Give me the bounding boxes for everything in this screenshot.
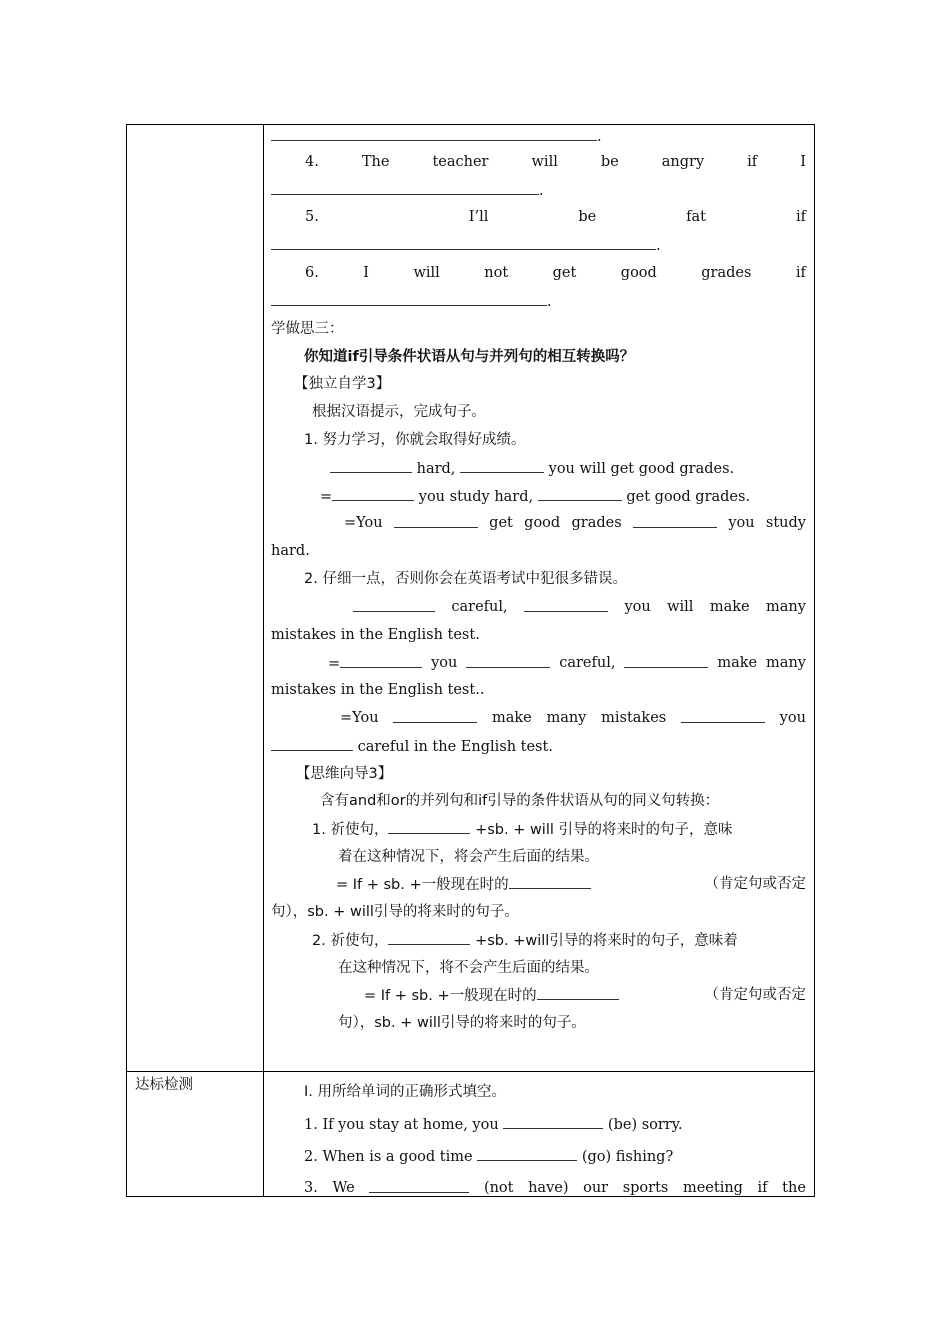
answer-line-3[interactable]: .	[271, 126, 806, 147]
column-divider	[263, 125, 264, 1196]
guide-1-d: 句），sb. + will引导的将来时的句子。	[271, 904, 519, 920]
answer-line-4[interactable]: .	[271, 180, 806, 201]
guide-2-a[interactable]: 2. 祈使句， +sb. +will引导的将来时的句子，意味着	[312, 930, 806, 951]
q1-line-c-end: hard.	[271, 543, 310, 559]
q2-line-b-end: mistakes in the English test..	[271, 682, 485, 698]
self-study-title: 【独立自学3】	[294, 376, 391, 392]
row-divider	[127, 1071, 814, 1072]
assessment-q1[interactable]: 1. If you stay at home, you (be) sorry.	[304, 1114, 839, 1135]
sentence-5: 5. I’ll be fat if	[305, 209, 806, 225]
sentence-4: 4. The teacher will be angry if I	[305, 154, 806, 170]
guide-2-b: 在这种情况下，将不会产生后面的结果。	[338, 960, 599, 976]
q2-chinese: 2. 仔细一点，否则你会在英语考试中犯很多错误。	[304, 571, 627, 587]
guide-2-c[interactable]: = If + sb. +一般现在时的 （肯定句或否定	[364, 987, 806, 1004]
section-question: 你知道if引导条件状语从句与并列句的相互转换吗？	[304, 349, 635, 365]
q2-line-b[interactable]: = you careful, make many	[328, 655, 806, 672]
assessment-q3[interactable]: 3. We (not have) our sports meeting if the	[304, 1180, 806, 1196]
q1-line-b[interactable]: = you study hard, get good grades.	[320, 486, 855, 507]
guide-1-a[interactable]: 1. 祈使句， +sb. + will 引导的将来时的句子，意味	[312, 819, 806, 840]
instruction: 根据汉语提示，完成句子。	[312, 404, 486, 420]
q1-line-a[interactable]: hard, you will get good grades.	[330, 458, 865, 479]
q2-line-a[interactable]: careful, you will make many	[353, 597, 806, 617]
q1-line-c[interactable]: =You get good grades you study	[344, 515, 806, 531]
guide-1-c[interactable]: = If + sb. +一般现在时的 （肯定句或否定	[336, 876, 806, 893]
answer-line-5[interactable]: .	[271, 235, 806, 256]
answer-line-6[interactable]: .	[271, 291, 806, 312]
guide-intro: 含有and和or的并列句和if引导的条件状语从句的同义句转换：	[320, 793, 720, 809]
guide-title: 【思维向导3】	[296, 766, 393, 782]
q1-chinese: 1. 努力学习，你就会取得好成绩。	[304, 432, 526, 448]
guide-2-d: 句），sb. + will引导的将来时的句子。	[338, 1015, 586, 1031]
q2-line-c[interactable]: =You make many mistakes you	[340, 710, 806, 726]
guide-1-b: 着在这种情况下，将会产生后面的结果。	[338, 849, 599, 865]
q2-line-a-end: mistakes in the English test.	[271, 627, 480, 643]
assessment-q2[interactable]: 2. When is a good time (go) fishing?	[304, 1146, 839, 1167]
assessment-title: I. 用所给单词的正确形式填空。	[304, 1084, 506, 1100]
q2-line-c-end[interactable]: careful in the English test.	[271, 736, 806, 757]
section-heading: 学做思三：	[271, 321, 344, 337]
sentence-6: 6. I will not get good grades if	[305, 265, 806, 281]
assessment-label: 达标检测	[135, 1077, 193, 1093]
